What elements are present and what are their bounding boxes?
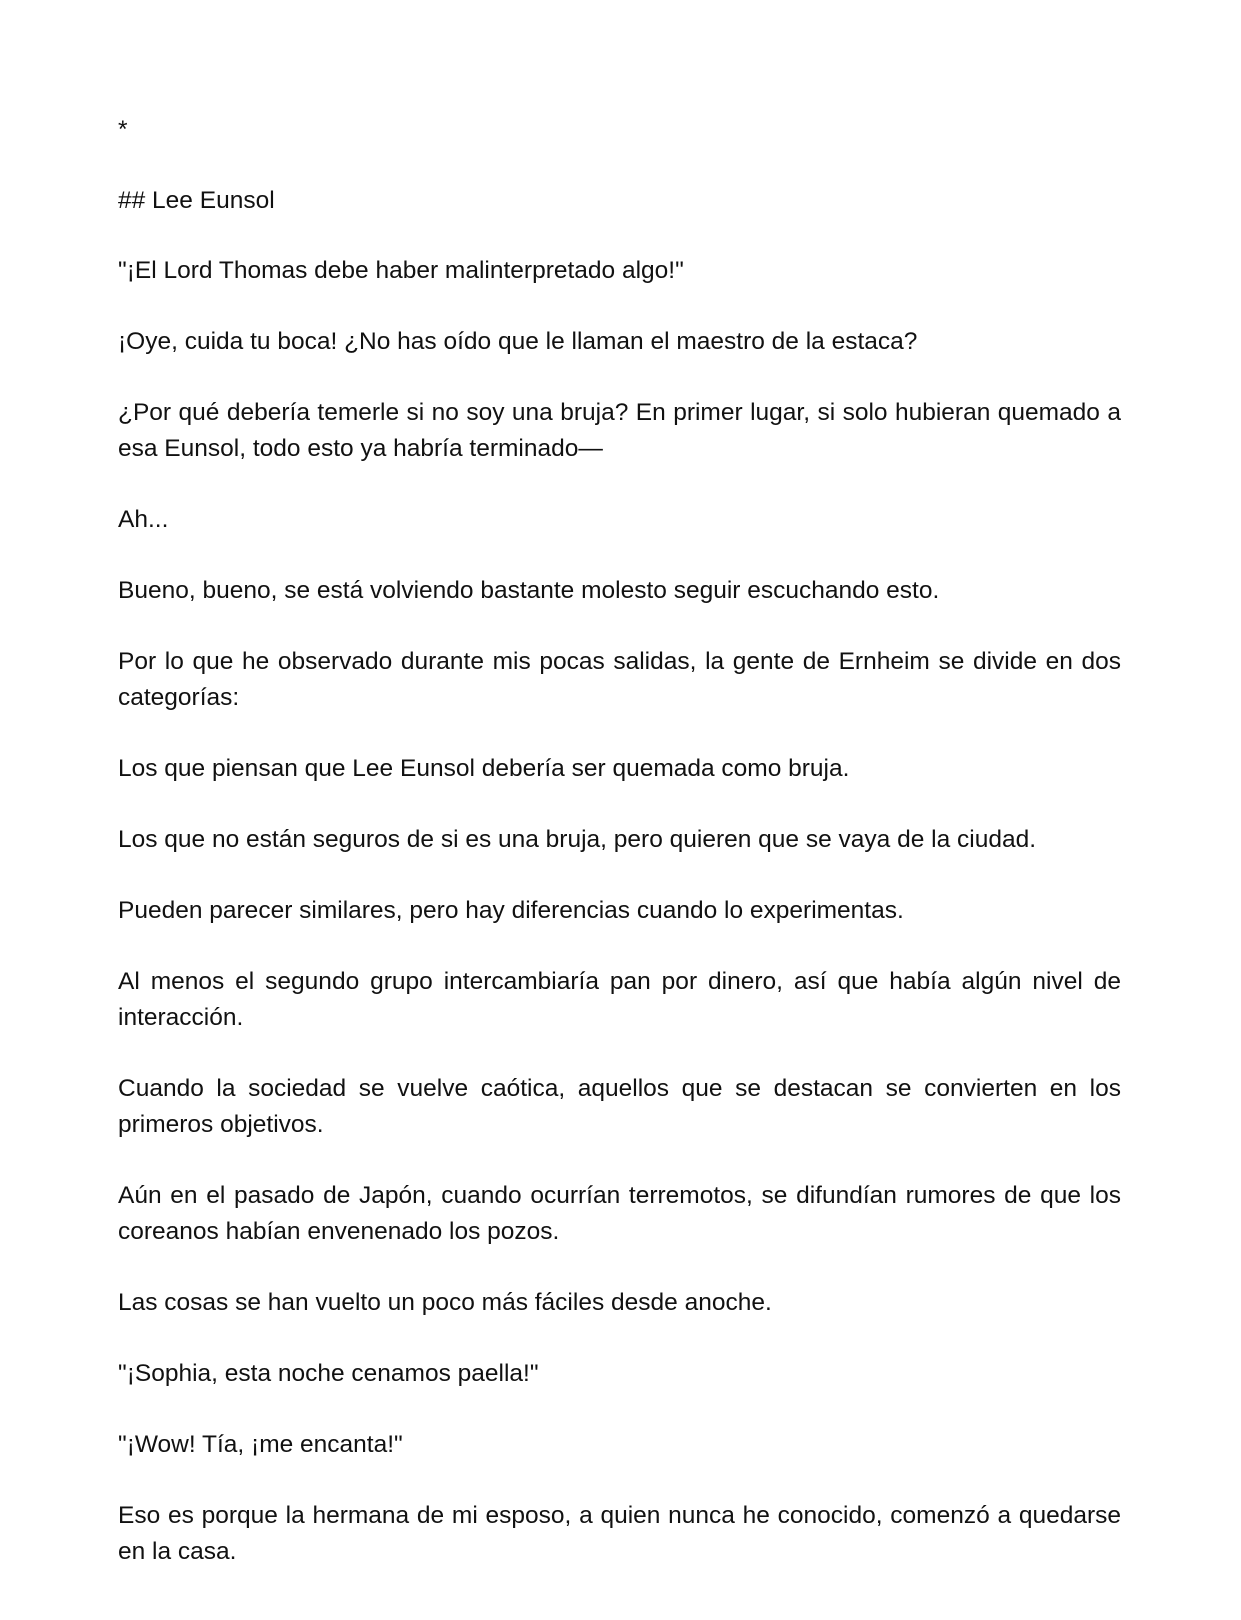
paragraph: Pueden parecer similares, pero hay diferencias cuando lo experimentas. — [118, 897, 904, 924]
paragraph: Eso es porque la hermana de mi esposo, a quien nunca he conocido, comenzó a quedarse en la casa. — [118, 1502, 1121, 1565]
paragraph: Los que no están seguros de si es una bruja, pero quieren que se vaya de la ciudad. — [118, 826, 1037, 853]
paragraph: Aún en el pasado de Japón, cuando ocurrían terremotos, se difundían rumores de que los coreanos habían envenenado los pozos. — [118, 1182, 1121, 1245]
paragraph: Bueno, bueno, se está volviendo bastante molesto seguir escuchando esto. — [118, 577, 940, 604]
paragraph: Por lo que he observado durante mis pocas salidas, la gente de Ernheim se divide en dos categorías: — [118, 648, 1121, 711]
paragraph: "¡Sophia, esta noche cenamos paella!" — [118, 1360, 539, 1387]
paragraph: Las cosas se han vuelto un poco más fáciles desde anoche. — [118, 1289, 772, 1316]
paragraph: Cuando la sociedad se vuelve caótica, aquellos que se destacan se convierten en los primeros objetivos. — [118, 1075, 1121, 1138]
paragraph: ¿Por qué debería temerle si no soy una bruja? En primer lugar, si solo hubieran quemado a esa Eunsol, todo esto ya habría terminado— — [118, 399, 1121, 462]
paragraph: "¡El Lord Thomas debe haber malinterpretado algo!" — [118, 257, 684, 284]
paragraph: "¡Wow! Tía, ¡me encanta!" — [118, 1431, 403, 1458]
paragraph: Los que piensan que Lee Eunsol debería ser quemada como bruja. — [118, 755, 850, 782]
section-separator: * — [118, 116, 128, 143]
paragraph: Ah... — [118, 506, 169, 533]
paragraph: Al menos el segundo grupo intercambiaría pan por dinero, así que había algún nivel de interacción. — [118, 968, 1121, 1031]
paragraph: ¡Oye, cuida tu boca! ¿No has oído que le llaman el maestro de la estaca? — [118, 328, 918, 355]
section-heading: ## Lee Eunsol — [118, 187, 275, 214]
